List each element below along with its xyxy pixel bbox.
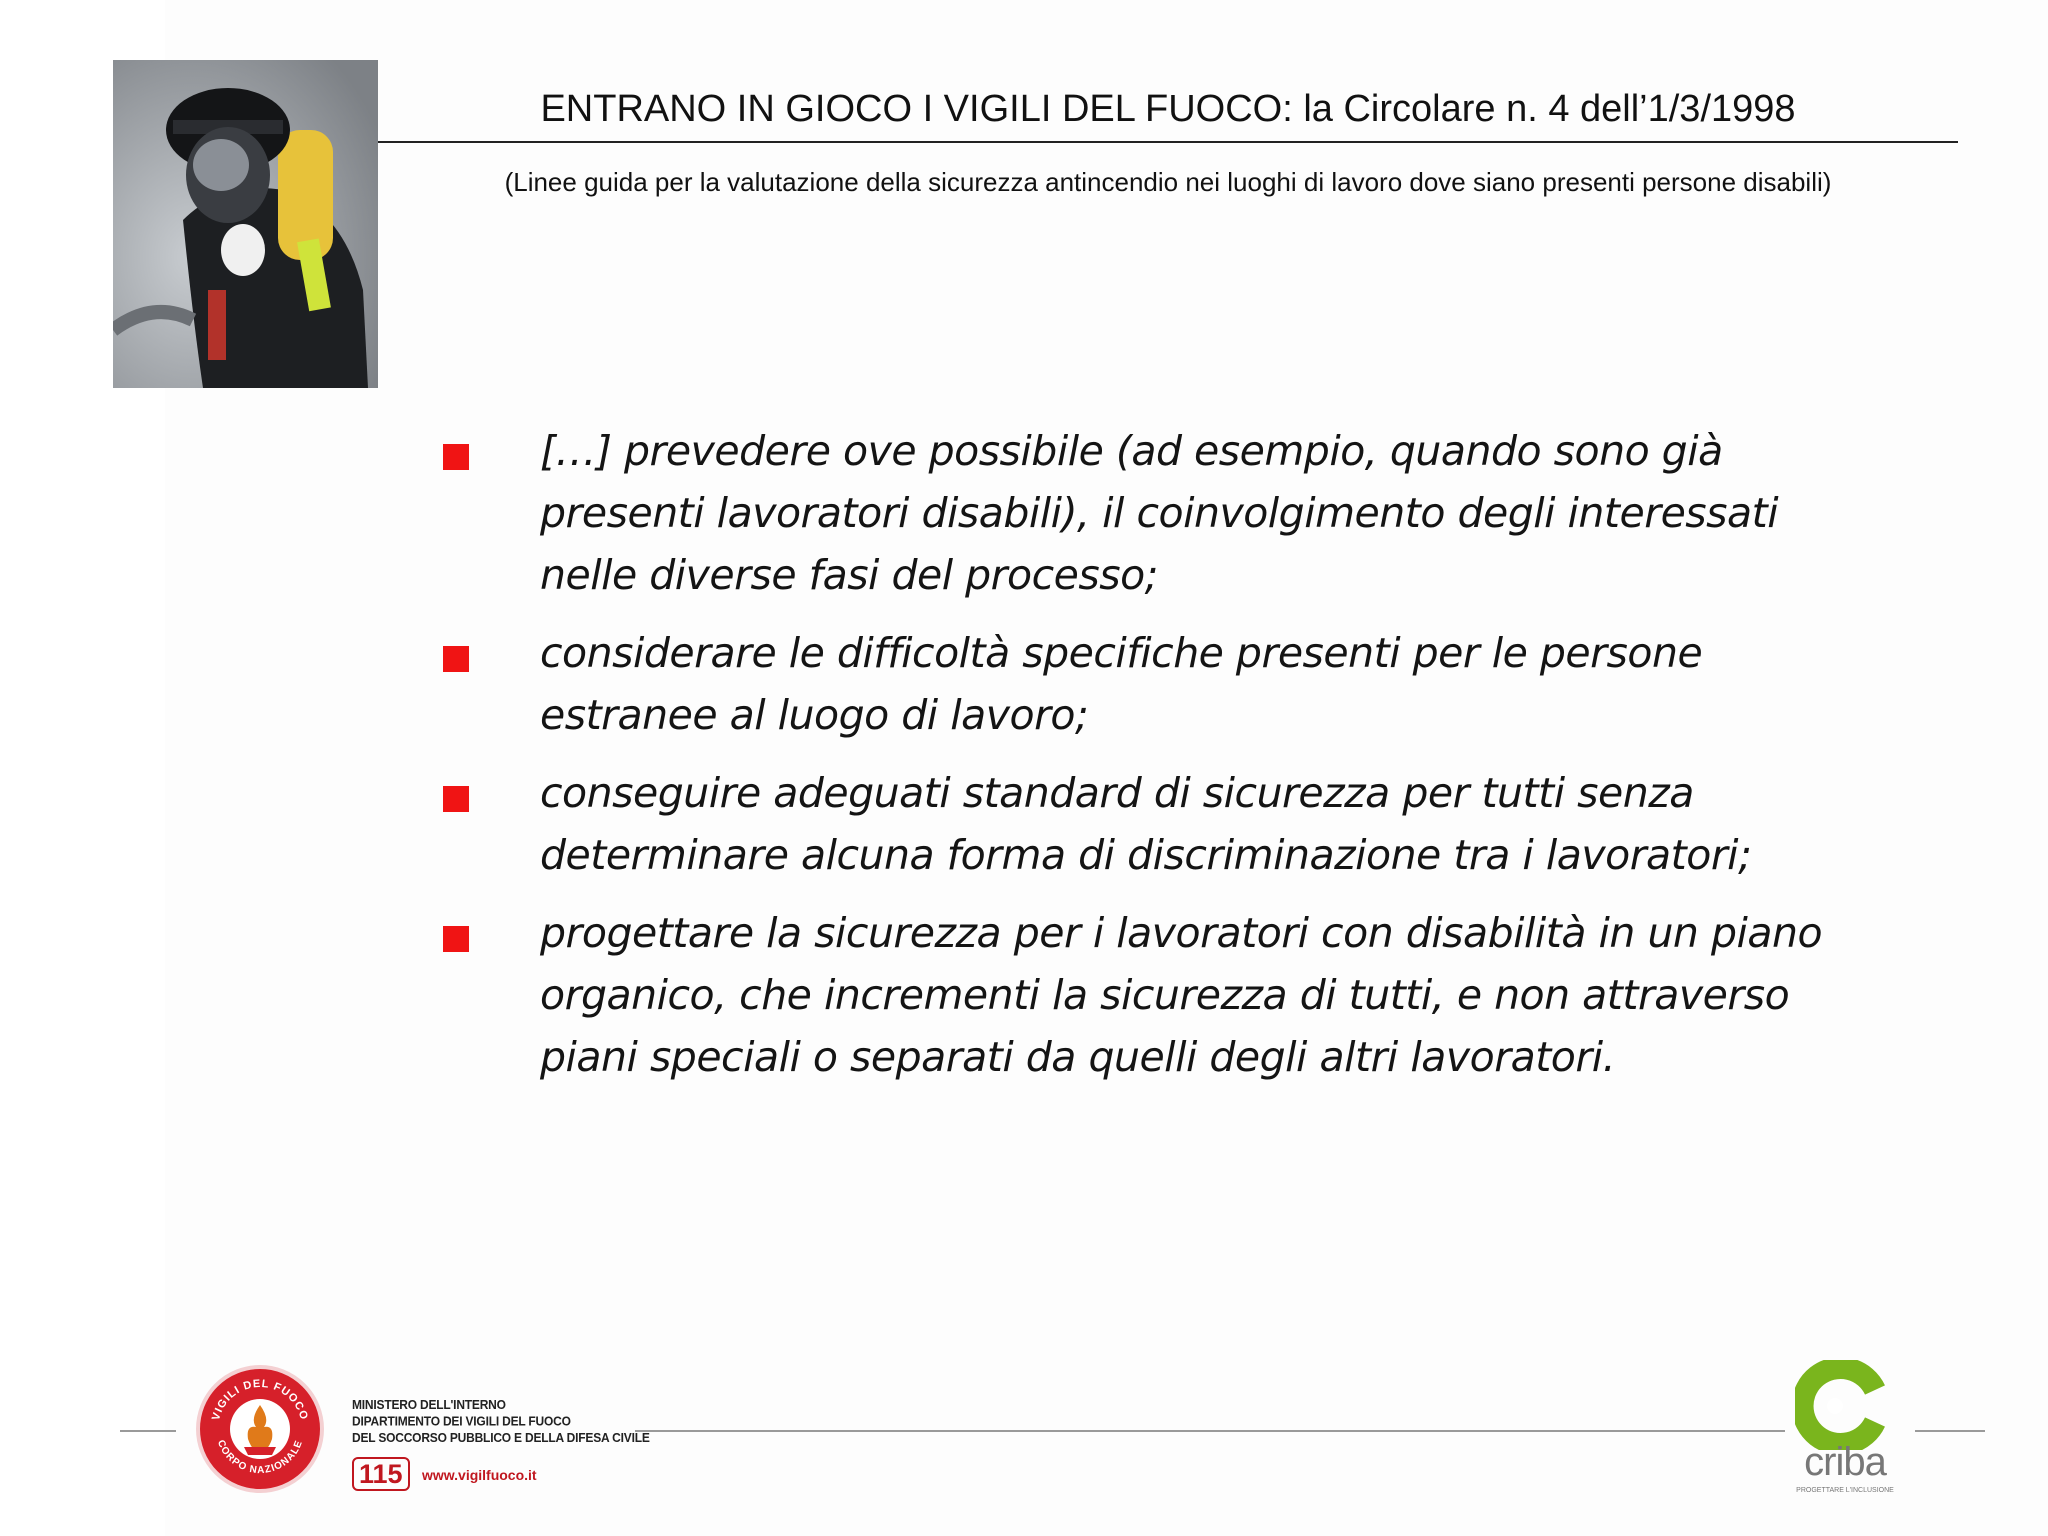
red-square-bullet-icon (443, 926, 469, 952)
bullet-text: […] prevedere ove possibile (ad esempio, quando sono già presenti lavoratori disabili), il coinvolgimento degli interessati nelle diverse fasi del processo; (540, 427, 1779, 599)
bullet-text: conseguire adeguati standard di sicurezza per tutti senza determinare alcuna forma di discriminazione tra i lavoratori; (540, 769, 1752, 879)
firefighter-photo (113, 60, 378, 388)
red-square-bullet-icon (443, 786, 469, 812)
svg-text:CORPO NAZIONALE: CORPO NAZIONALE (214, 1438, 306, 1477)
list-item (440, 622, 1840, 746)
emergency-number-badge: 115 (352, 1457, 410, 1491)
list-item (440, 762, 1840, 886)
criba-logo-icon (1795, 1360, 1885, 1450)
footer-rule-middle (635, 1430, 1785, 1432)
vigili-del-fuoco-seal-icon (196, 1365, 324, 1493)
ministry-label: MINISTERO DELL'INTERNO DIPARTIMENTO DEI VIGILI DEL FUOCO DEL SOCCORSO PUBBLICO E DELLA DIFESA CIVILE (352, 1397, 650, 1446)
bullet-text: progettare la sicurezza per i lavoratori con disabilità in un piano organico, che incrementi la sicurezza di tutti, e non attraverso piani speciali o separati da quelli degli altri lavoratori. (540, 909, 1823, 1081)
list-item (440, 420, 1840, 606)
bullet-text: considerare le difficoltà specifiche presenti per le persone estranee al luogo di lavoro; (540, 629, 1703, 739)
bullet-list (440, 420, 1840, 1104)
svg-text:VIGILI DEL FUOCO: VIGILI DEL FUOCO (209, 1377, 311, 1422)
red-square-bullet-icon (443, 646, 469, 672)
red-square-bullet-icon (443, 444, 469, 470)
title-divider (378, 141, 1958, 143)
slide-title: ENTRANO IN GIOCO I VIGILI DEL FUOCO: la Circolare n. 4 dell’1/3/1998 (540, 88, 1796, 130)
footer-rule-right (1915, 1430, 1985, 1432)
footer-rule-left (120, 1430, 176, 1432)
slide-subtitle: (Linee guida per la valutazione della sicurezza antincendio nei luoghi di lavoro dove siano presenti persone disabili) (504, 167, 1832, 197)
criba-wordmark: criba (1804, 1440, 1886, 1484)
website-link[interactable]: www.vigilfuoco.it (422, 1467, 537, 1483)
list-item (440, 902, 1840, 1088)
criba-tagline: PROGETTARE L'INCLUSIONE (1796, 1487, 1894, 1494)
